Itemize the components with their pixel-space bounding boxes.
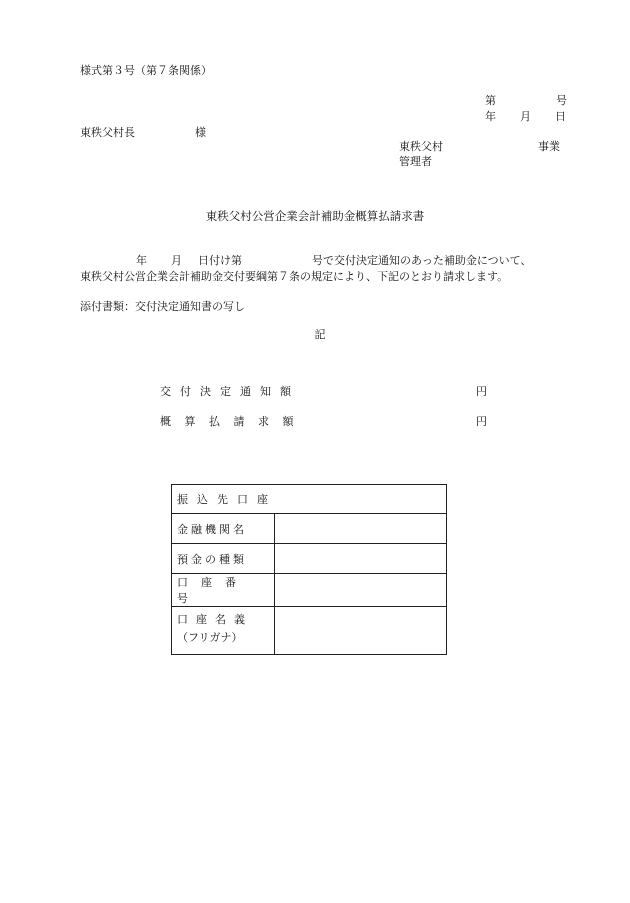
document-number-line (485, 94, 567, 108)
addressee-honorific: 様 (195, 126, 206, 139)
account-number-field[interactable] (275, 574, 447, 607)
date-line (485, 110, 566, 124)
attachment-note: 添付書類：交付決定通知書の写し (80, 300, 245, 313)
date-day: 日 (555, 110, 566, 123)
account-holder-label-cell (172, 607, 275, 655)
amount-unit-notified: 円 (476, 385, 487, 398)
account-holder-kana-label: （フリガナ） (177, 631, 243, 644)
body-line-1-tail: 号で交付決定通知のあった補助金について、 (312, 254, 532, 267)
bank-table-header: 振込先口座 (172, 485, 447, 514)
amount-label-requested: 概算払請求額 (160, 415, 307, 428)
document-number-prefix: 第 (485, 94, 496, 107)
table-row (172, 544, 447, 574)
date-year: 年 (485, 110, 496, 123)
bank-name-label: 金融機関名 (172, 514, 275, 544)
date-month: 月 (520, 110, 531, 123)
account-holder-field[interactable] (275, 607, 447, 655)
addressee-line (80, 126, 206, 140)
bank-name-field[interactable] (275, 514, 447, 544)
body-month: 月 (171, 254, 182, 267)
ki-heading: 記 (314, 328, 326, 341)
table-row (172, 485, 447, 514)
sender-business: 事業 (538, 140, 560, 153)
amount-label-notified: 交付決定通知額 (160, 385, 300, 398)
form-label: 様式第３号（第７条関係） (80, 64, 212, 77)
table-row (172, 574, 447, 607)
body-line-2: 東秩父村公営企業会計補助金交付要綱第７条の規定により、下記のとおり請求します。 (80, 270, 509, 283)
addressee-name: 東秩父村長 (80, 126, 135, 139)
sender-line (399, 140, 560, 154)
deposit-type-field[interactable] (275, 544, 447, 574)
body-year: 年 (136, 254, 147, 267)
account-number-label: 口座番号 (172, 574, 275, 607)
sender-village: 東秩父村 (399, 140, 443, 153)
bank-account-table (171, 484, 447, 655)
table-row (172, 607, 447, 655)
sender-manager: 管理者 (399, 155, 432, 168)
body-line-1 (80, 254, 531, 268)
document-number-suffix: 号 (556, 94, 567, 107)
document-title: 東秩父村公営企業会計補助金概算払請求書 (205, 209, 425, 223)
amount-unit-requested: 円 (476, 415, 487, 428)
account-holder-label: 口座名義 (177, 613, 253, 626)
deposit-type-label: 預金の種類 (172, 544, 275, 574)
table-row (172, 514, 447, 544)
body-day-ref: 日付け第 (198, 254, 242, 267)
